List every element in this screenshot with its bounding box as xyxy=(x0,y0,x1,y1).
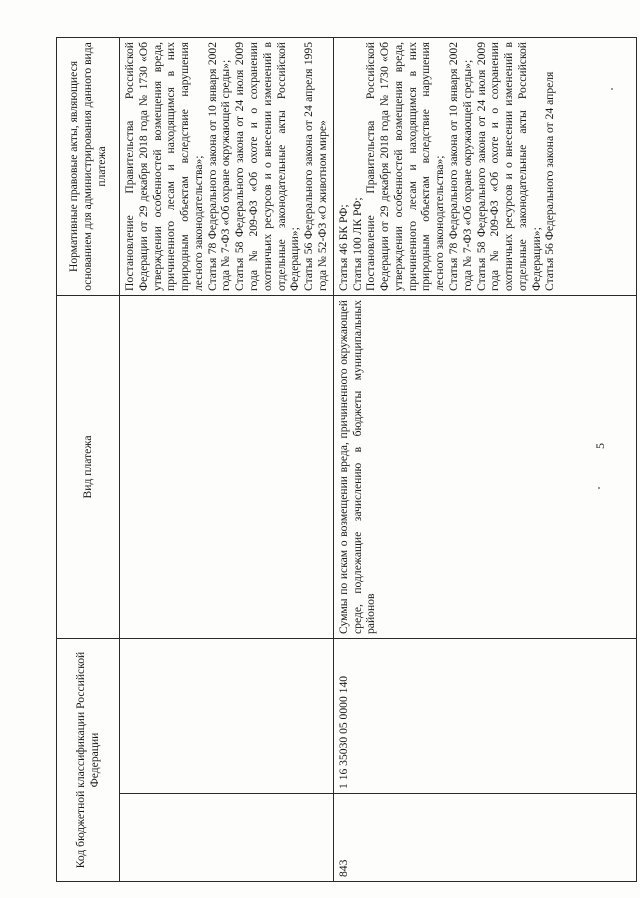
legal-act: Статья 58 Федерального закона от 24 июля 2009 года № 209-ФЗ «Об охоте и о сохранении охотничьих ресурсов и о внесении изменений в отдельные законодательные акты Российской Федерации»; xyxy=(474,41,543,291)
payment-type-cell xyxy=(120,295,334,638)
legal-act: Статья 78 Федерального закона от 10 января 2002 года № 7-ФЗ «Об охране окружающей среды»; xyxy=(205,41,233,291)
kbk-cell xyxy=(120,638,334,793)
legal-acts-cell xyxy=(120,37,334,295)
table-row xyxy=(333,37,636,881)
legal-act: Постановление Правительства Российской Федерации от 29 декабря 2018 года № 1730 «Об утверждении особенностей возмещения вреда, причиненного лесам и находящимся в них природным объектам вследствие нарушения лесного законодательства»; xyxy=(123,41,205,291)
payment-type-cell: Суммы по искам о возмещении вреда, причиненного окружающей среде, подлежащие зачислению в бюджеты муниципальных районов xyxy=(333,295,636,638)
kbk-cell: 1 16 35030 05 0000 140 xyxy=(333,638,636,793)
page-number: 5 xyxy=(593,443,607,449)
legal-act: Статья 58 Федерального закона от 24 июля 2009 года № 209-ФЗ «Об охоте и о сохранении охотничьих ресурсов и о внесении изменений в отдельные законодательные акты Российской Федерации»; xyxy=(233,41,302,291)
legal-act: Статья 56 Федерального закона от 24 апреля 1995 года № 52-ФЗ «О животном мире» xyxy=(302,41,329,291)
legal-act: Статья 56 Федерального закона от 24 апреля xyxy=(543,71,557,291)
legal-act: Статья 46 БК РФ; xyxy=(336,204,350,291)
table-header-row xyxy=(57,37,120,881)
header-code: Код бюджетной классификации Российской Федерации xyxy=(57,638,120,881)
scan-speck xyxy=(611,88,613,90)
legal-act: Постановление Правительства Российской Федерации от 29 декабря 2018 года № 1730 «Об утверждении особенностей возмещения вреда, причиненного лесам и находящимся в них природным объектам вследствие нарушения лесного законодательства»; xyxy=(364,41,447,291)
legal-act: Статья 100 ЛК РФ; xyxy=(350,197,364,291)
header-legal-acts: Нормативные правовые акты, являющиеся основанием для администрирования данного вида платежа xyxy=(57,37,120,295)
admin-code-cell xyxy=(120,794,334,882)
budget-classification-table xyxy=(56,37,637,882)
scan-speck xyxy=(598,487,600,489)
admin-code-cell: 843 xyxy=(333,794,636,882)
legal-act: Статья 78 Федерального закона от 10 января 2002 года № 7-ФЗ «Об охране окружающей среды»; xyxy=(446,41,474,291)
header-payment-type: Вид платежа xyxy=(57,295,120,638)
legal-acts-cell xyxy=(333,37,636,295)
table-row xyxy=(120,37,334,881)
